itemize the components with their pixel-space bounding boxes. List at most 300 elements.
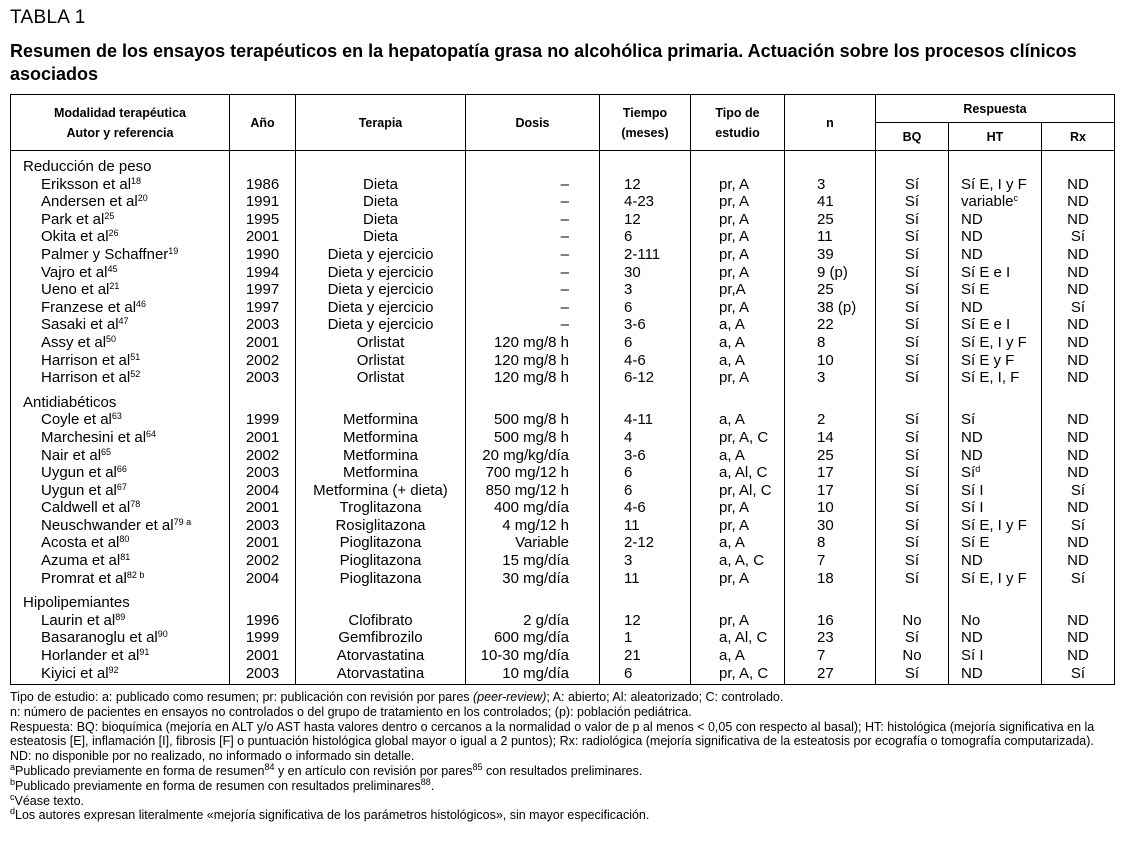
dose-cell xyxy=(466,552,600,570)
therapy-cell xyxy=(296,534,466,552)
author-cell xyxy=(11,246,230,264)
header-tipo: Tipo de estudio xyxy=(691,95,785,151)
reference-number: 64 xyxy=(146,428,157,439)
author-cell xyxy=(11,482,230,500)
ht-value: Sí E xyxy=(961,281,990,299)
study-type-cell xyxy=(691,352,785,370)
rx-value: Sí xyxy=(1070,228,1086,246)
bq-value: Sí xyxy=(904,193,920,211)
therapy-cell xyxy=(296,464,466,482)
rx-cell xyxy=(1042,281,1115,299)
rx-cell xyxy=(1042,647,1115,665)
time-cell xyxy=(600,499,691,517)
therapy-value: Pioglitazona xyxy=(339,552,422,570)
rx-cell xyxy=(1042,176,1115,194)
therapy-cell xyxy=(296,228,466,246)
table-row xyxy=(11,464,1115,482)
table-row xyxy=(11,647,1115,665)
dose-value: 600 mg/día xyxy=(493,629,569,647)
year-value: 2001 xyxy=(245,499,280,517)
author-name: Palmer y Schaffner xyxy=(41,245,169,263)
dose-cell xyxy=(466,464,600,482)
study-type-cell xyxy=(691,612,785,630)
bq-cell xyxy=(876,612,949,630)
empty-cell xyxy=(600,387,691,412)
dose-cell xyxy=(466,176,600,194)
dose-cell xyxy=(466,228,600,246)
time-cell xyxy=(600,534,691,552)
rx-value: ND xyxy=(1067,210,1089,228)
ht-value: Sí E, I y F xyxy=(961,175,1027,193)
year-value: 1999 xyxy=(245,629,280,647)
n-value: 8 xyxy=(817,333,826,351)
therapy-cell xyxy=(296,411,466,429)
n-cell xyxy=(785,665,876,685)
time-cell xyxy=(600,211,691,229)
n-cell xyxy=(785,246,876,264)
author-cell xyxy=(11,429,230,447)
year-cell xyxy=(230,570,296,588)
year-cell xyxy=(230,211,296,229)
empty-cell xyxy=(876,151,949,176)
bq-cell xyxy=(876,552,949,570)
author-name: Acosta et al xyxy=(41,534,120,552)
rx-value: ND xyxy=(1067,193,1089,211)
time-cell xyxy=(600,352,691,370)
n-cell xyxy=(785,429,876,447)
rx-cell xyxy=(1042,552,1115,570)
dose-cell xyxy=(466,281,600,299)
dose-cell xyxy=(466,211,600,229)
rx-cell xyxy=(1042,665,1115,685)
year-value: 2002 xyxy=(245,446,280,464)
reference-number: 19 xyxy=(168,245,179,256)
therapy-value: Clofibrato xyxy=(348,611,413,629)
therapy-cell xyxy=(296,316,466,334)
reference-number: 67 xyxy=(116,481,127,492)
bq-value: Sí xyxy=(904,245,920,263)
author-name: Harrison et al xyxy=(41,369,131,387)
year-value: 2003 xyxy=(245,316,280,334)
year-value: 2004 xyxy=(245,569,280,587)
bq-cell xyxy=(876,211,949,229)
ht-value: Sí E e I xyxy=(961,263,1011,281)
n-cell xyxy=(785,629,876,647)
rx-cell xyxy=(1042,193,1115,211)
bq-value: Sí xyxy=(904,228,920,246)
study-type-value: a, A xyxy=(719,534,745,552)
study-type-cell xyxy=(691,429,785,447)
study-type-cell xyxy=(691,369,785,387)
time-cell xyxy=(600,647,691,665)
author-cell xyxy=(11,534,230,552)
year-value: 2003 xyxy=(245,516,280,534)
study-type-value: pr, A xyxy=(719,516,750,534)
bq-cell xyxy=(876,665,949,685)
author-cell xyxy=(11,629,230,647)
therapy-cell xyxy=(296,264,466,282)
empty-cell xyxy=(600,587,691,612)
year-cell xyxy=(230,281,296,299)
rx-value: ND xyxy=(1067,629,1089,647)
n-value: 39 xyxy=(817,245,834,263)
author-cell xyxy=(11,570,230,588)
n-cell xyxy=(785,281,876,299)
year-cell xyxy=(230,629,296,647)
author-name: Vajro et al xyxy=(41,263,108,281)
rx-value: ND xyxy=(1067,647,1089,665)
rx-cell xyxy=(1042,211,1115,229)
ht-value: Sí I xyxy=(961,481,984,499)
dose-cell xyxy=(466,316,600,334)
empty-cell xyxy=(296,387,466,412)
bq-value: Sí xyxy=(904,516,920,534)
therapy-cell xyxy=(296,281,466,299)
year-cell xyxy=(230,369,296,387)
study-type-cell xyxy=(691,228,785,246)
time-cell xyxy=(600,665,691,685)
therapy-cell xyxy=(296,299,466,317)
dose-cell xyxy=(466,264,600,282)
ht-value: ND xyxy=(961,210,983,228)
time-cell xyxy=(600,447,691,465)
reference-number: 89 xyxy=(115,611,126,622)
rx-cell xyxy=(1042,570,1115,588)
dose-cell xyxy=(466,612,600,630)
author-cell xyxy=(11,334,230,352)
n-value: 25 xyxy=(817,281,834,299)
time-value: 11 xyxy=(624,569,640,587)
ht-cell xyxy=(949,316,1042,334)
therapy-value: Atorvastatina xyxy=(336,664,425,682)
author-name: Harrison et al xyxy=(41,351,131,369)
ht-cell xyxy=(949,647,1042,665)
author-cell xyxy=(11,281,230,299)
ht-cell xyxy=(949,281,1042,299)
n-cell xyxy=(785,264,876,282)
footnote-n: n: número de pacientes en ensayos no controlados o del grupo de tratamiento en los controlados; (p): población pediátrica. xyxy=(10,704,692,719)
dose-cell xyxy=(466,411,600,429)
bq-cell xyxy=(876,299,949,317)
ht-value: ND xyxy=(961,552,983,570)
rx-value: ND xyxy=(1067,281,1089,299)
n-cell xyxy=(785,176,876,194)
therapy-cell xyxy=(296,570,466,588)
therapy-cell xyxy=(296,176,466,194)
n-cell xyxy=(785,299,876,317)
empty-cell xyxy=(876,387,949,412)
dose-cell xyxy=(466,352,600,370)
year-cell xyxy=(230,665,296,685)
reference-number: 45 xyxy=(107,263,118,274)
bq-value: Sí xyxy=(904,351,920,369)
empty-cell xyxy=(785,151,876,176)
bq-value: Sí xyxy=(904,481,920,499)
author-cell xyxy=(11,211,230,229)
therapy-cell xyxy=(296,482,466,500)
year-cell xyxy=(230,482,296,500)
rx-value: ND xyxy=(1067,245,1089,263)
time-cell xyxy=(600,228,691,246)
ht-value: Sí E e I xyxy=(961,316,1011,334)
study-type-value: a, A xyxy=(719,647,745,665)
author-cell xyxy=(11,264,230,282)
ht-cell xyxy=(949,193,1042,211)
study-type-cell xyxy=(691,552,785,570)
rx-value: ND xyxy=(1067,534,1089,552)
bq-value: No xyxy=(902,611,922,629)
n-value: 7 xyxy=(817,552,826,570)
header-rx: Rx xyxy=(1042,123,1115,151)
n-value: 27 xyxy=(817,664,834,682)
footnotes xyxy=(10,690,1114,823)
n-value: 11 xyxy=(817,228,833,246)
year-value: 2001 xyxy=(245,534,280,552)
group-row xyxy=(11,151,1115,176)
ht-cell xyxy=(949,499,1042,517)
author-name: Horlander et al xyxy=(41,647,140,665)
n-cell xyxy=(785,211,876,229)
dose-value: – xyxy=(560,175,569,193)
ht-value: variable xyxy=(961,193,1014,211)
rx-cell xyxy=(1042,429,1115,447)
time-value: 3 xyxy=(624,552,633,570)
bq-value: Sí xyxy=(904,316,920,334)
study-type-value: a, A xyxy=(719,316,745,334)
ht-cell xyxy=(949,552,1042,570)
dose-value: 500 mg/8 h xyxy=(493,411,569,429)
year-cell xyxy=(230,552,296,570)
rx-value: ND xyxy=(1067,351,1089,369)
reference-number: 78 xyxy=(130,499,141,510)
therapy-value: Orlistat xyxy=(356,351,405,369)
n-value: 22 xyxy=(817,316,834,334)
study-type-value: pr, A xyxy=(719,569,750,587)
n-value: 23 xyxy=(817,629,834,647)
author-cell xyxy=(11,193,230,211)
study-type-cell xyxy=(691,246,785,264)
rx-value: ND xyxy=(1067,611,1089,629)
empty-cell xyxy=(230,151,296,176)
bq-cell xyxy=(876,281,949,299)
author-name: Marchesini et al xyxy=(41,428,147,446)
study-type-value: pr, Al, C xyxy=(719,481,772,499)
bq-value: Sí xyxy=(904,298,920,316)
ht-value: ND xyxy=(961,298,983,316)
study-type-cell xyxy=(691,211,785,229)
author-name: Neuschwander et al xyxy=(41,516,174,534)
study-type-value: a, Al, C xyxy=(719,464,768,482)
study-type-value: a, A xyxy=(719,411,745,429)
reference-number: 79 a xyxy=(173,516,192,527)
empty-cell xyxy=(785,387,876,412)
rx-cell xyxy=(1042,299,1115,317)
dose-cell xyxy=(466,429,600,447)
bq-value: Sí xyxy=(904,534,920,552)
therapy-value: Dieta xyxy=(362,228,399,246)
study-type-cell xyxy=(691,482,785,500)
table-row xyxy=(11,369,1115,387)
dose-value: 20 mg/kg/día xyxy=(482,446,569,464)
ht-value: Sí E, I y F xyxy=(961,333,1027,351)
reference-number: 50 xyxy=(106,333,117,344)
header-terapia: Terapia xyxy=(296,95,466,151)
ht-value: No xyxy=(961,611,981,629)
bq-value: Sí xyxy=(904,664,920,682)
dose-value: 850 mg/12 h xyxy=(485,481,569,499)
therapy-value: Orlistat xyxy=(356,369,405,387)
table-row xyxy=(11,499,1115,517)
study-type-value: pr, A, C xyxy=(719,428,769,446)
empty-cell xyxy=(230,387,296,412)
empty-cell xyxy=(230,587,296,612)
reference-number: 46 xyxy=(136,298,147,309)
footnote-a: $^a$Publicado previamente en forma de resumen$^{84}$ y en artículo con revisión por pares$^{85}$ con resultados preliminares. xyxy=(10,761,643,778)
therapy-value: Dieta y ejercicio xyxy=(327,316,434,334)
n-value: 3 xyxy=(817,369,826,387)
therapy-value: Dieta y ejercicio xyxy=(327,281,434,299)
rx-cell xyxy=(1042,464,1115,482)
author-cell xyxy=(11,447,230,465)
empty-cell xyxy=(296,587,466,612)
dose-value: 10 mg/día xyxy=(502,664,569,682)
table-title: Resumen de los ensayos terapéuticos en la hepatopatía grasa no alcohólica primaria. Actuación sobre los procesos clínicos asociados xyxy=(10,41,1077,84)
study-type-value: pr, A xyxy=(719,175,750,193)
rx-value: ND xyxy=(1067,369,1089,387)
rx-value: ND xyxy=(1067,263,1089,281)
footnote-d: $^d$Los autores expresan literalmente «mejoría significativa de los parámetros histológicos», sin mayor especificación. xyxy=(10,806,650,823)
time-value: 4-23 xyxy=(624,193,655,211)
rx-cell xyxy=(1042,517,1115,535)
therapy-cell xyxy=(296,447,466,465)
table-row xyxy=(11,176,1115,194)
year-cell xyxy=(230,246,296,264)
dose-cell xyxy=(466,534,600,552)
ht-cell xyxy=(949,629,1042,647)
table-row xyxy=(11,552,1115,570)
year-cell xyxy=(230,411,296,429)
reference-number: 47 xyxy=(118,316,129,327)
therapy-value: Dieta y ejercicio xyxy=(327,263,434,281)
reference-number: 63 xyxy=(111,411,122,422)
author-cell xyxy=(11,552,230,570)
dose-value: – xyxy=(560,281,569,299)
trials-table xyxy=(10,94,1115,685)
therapy-cell xyxy=(296,246,466,264)
table-row xyxy=(11,281,1115,299)
n-value: 30 xyxy=(817,516,834,534)
time-cell xyxy=(600,334,691,352)
bq-value: Sí xyxy=(904,369,920,387)
rx-cell xyxy=(1042,534,1115,552)
therapy-value: Atorvastatina xyxy=(336,647,425,665)
therapy-cell xyxy=(296,647,466,665)
rx-value: ND xyxy=(1067,464,1089,482)
header-ht: HT xyxy=(949,123,1042,151)
dose-cell xyxy=(466,193,600,211)
therapy-value: Dieta xyxy=(362,193,399,211)
reference-number: 82 b xyxy=(126,569,145,580)
bq-cell xyxy=(876,447,949,465)
study-type-value: a, A xyxy=(719,446,745,464)
time-cell xyxy=(600,264,691,282)
ht-value: Sí xyxy=(961,464,976,482)
time-cell xyxy=(600,552,691,570)
author-cell xyxy=(11,499,230,517)
rx-value: Sí xyxy=(1070,481,1086,499)
dose-cell xyxy=(466,629,600,647)
bq-value: Sí xyxy=(904,175,920,193)
year-value: 2004 xyxy=(245,481,280,499)
n-value: 7 xyxy=(817,647,826,665)
therapy-value: Pioglitazona xyxy=(339,534,422,552)
time-value: 12 xyxy=(624,175,641,193)
author-cell xyxy=(11,411,230,429)
time-value: 6-12 xyxy=(624,369,655,387)
time-value: 6 xyxy=(624,333,633,351)
dose-value: 10-30 mg/día xyxy=(480,647,569,665)
rx-value: ND xyxy=(1067,446,1089,464)
n-value: 17 xyxy=(817,464,834,482)
therapy-value: Orlistat xyxy=(356,333,405,351)
time-cell xyxy=(600,517,691,535)
reference-number: 26 xyxy=(108,228,119,239)
study-type-cell xyxy=(691,464,785,482)
table-row xyxy=(11,334,1115,352)
empty-cell xyxy=(1042,587,1115,612)
year-cell xyxy=(230,517,296,535)
dose-value: – xyxy=(560,263,569,281)
study-type-value: a, A xyxy=(719,333,745,351)
header-n: n xyxy=(785,95,876,151)
reference-number: 80 xyxy=(119,534,130,545)
time-value: 6 xyxy=(624,481,633,499)
dose-value: 30 mg/día xyxy=(502,569,569,587)
bq-cell xyxy=(876,464,949,482)
ht-cell xyxy=(949,411,1042,429)
time-value: 6 xyxy=(624,464,633,482)
n-cell xyxy=(785,570,876,588)
year-value: 2003 xyxy=(245,664,280,682)
ht-cell xyxy=(949,228,1042,246)
n-value: 41 xyxy=(817,193,834,211)
header-dosis: Dosis xyxy=(466,95,600,151)
study-type-cell xyxy=(691,299,785,317)
rx-value: ND xyxy=(1067,411,1089,429)
ht-cell xyxy=(949,464,1042,482)
dose-cell xyxy=(466,369,600,387)
n-value: 3 xyxy=(817,175,826,193)
bq-value: Sí xyxy=(904,210,920,228)
study-type-cell xyxy=(691,665,785,685)
bq-cell xyxy=(876,411,949,429)
bq-value: Sí xyxy=(904,263,920,281)
therapy-value: Rosiglitazona xyxy=(335,516,426,534)
n-cell xyxy=(785,447,876,465)
ht-value: Sí I xyxy=(961,499,984,517)
dose-cell xyxy=(466,482,600,500)
time-value: 4-6 xyxy=(624,499,646,517)
bq-cell xyxy=(876,629,949,647)
year-value: 2002 xyxy=(245,552,280,570)
dose-value: – xyxy=(560,193,569,211)
therapy-value: Dieta y ejercicio xyxy=(327,245,434,263)
rx-cell xyxy=(1042,334,1115,352)
reference-number: 81 xyxy=(120,552,131,563)
study-type-value: pr, A, C xyxy=(719,664,769,682)
rx-value: ND xyxy=(1067,333,1089,351)
study-type-value: pr, A xyxy=(719,245,750,263)
